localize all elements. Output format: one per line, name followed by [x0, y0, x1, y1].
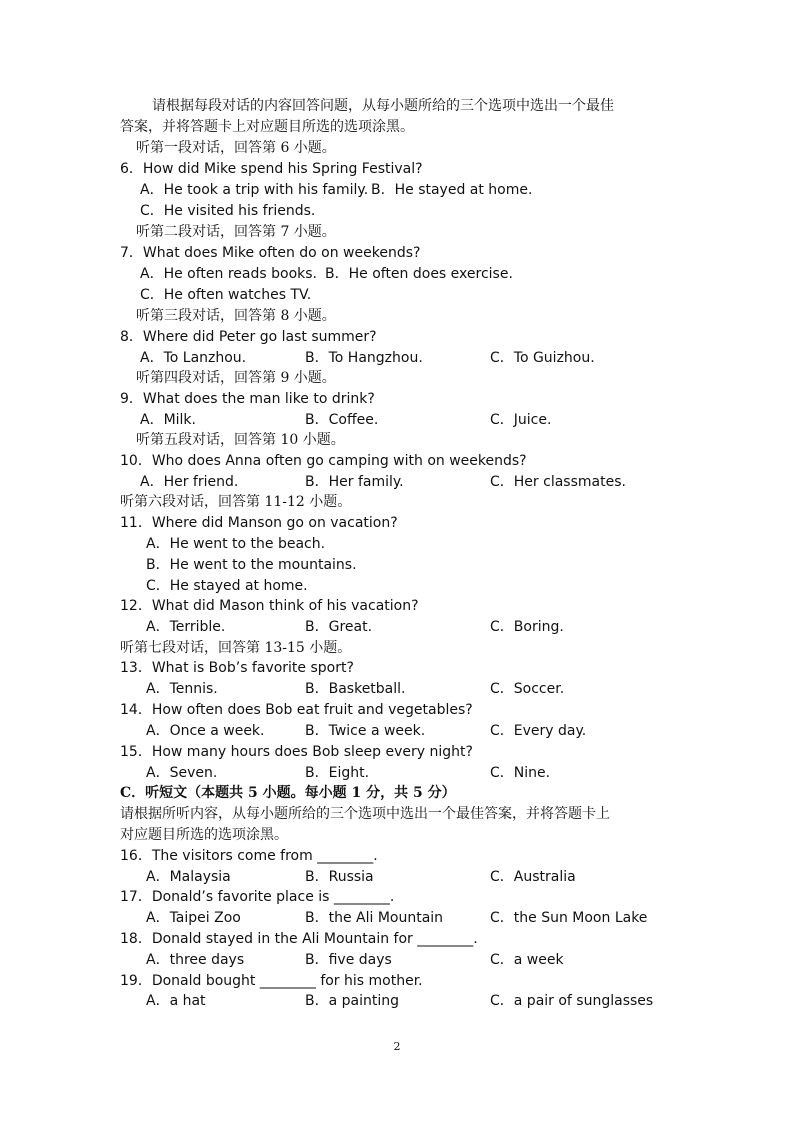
- option-c: C．the Sun Moon Lake: [490, 910, 648, 926]
- option-b: B．a painting: [305, 993, 400, 1009]
- question-stem: 19．Donald bought ________ for his mother.: [120, 973, 423, 989]
- option-a: A．Terrible.: [146, 619, 226, 635]
- option-c: C．He often watches TV.: [140, 287, 312, 303]
- question-stem: 8．Where did Peter go last summer?: [120, 329, 377, 345]
- answer-options: [0, 472, 794, 493]
- option-a: A．Milk.: [140, 412, 196, 428]
- option-a: A．He took a trip with his family.: [140, 182, 369, 198]
- question-stem: 9．What does the man like to drink?: [120, 391, 375, 407]
- option-c: C．a pair of sunglasses: [490, 993, 654, 1009]
- answer-options: [0, 201, 794, 222]
- part-c-instruction: 对应题目所选的选项涂黑。: [120, 827, 288, 843]
- option-c: C．Juice.: [490, 412, 552, 428]
- option-c: C．Every day.: [490, 723, 587, 739]
- answer-options: [0, 534, 794, 555]
- option-b: B．Eight.: [305, 765, 370, 781]
- question-stem: 13．What is Bob’s favorite sport?: [120, 660, 354, 676]
- option-c: C．Boring.: [490, 619, 564, 635]
- option-b: B．He often does exercise.: [325, 266, 513, 282]
- instruction-line: 答案，并将答题卡上对应题目所选的选项涂黑。: [120, 119, 414, 135]
- option-b: B．To Hangzhou.: [305, 350, 423, 366]
- question-stem: 7．What does Mike often do on weekends?: [120, 245, 421, 261]
- section-label: 听第一段对话，回答第 6 小题。: [136, 140, 336, 156]
- option-b: B．He went to the mountains.: [146, 557, 357, 573]
- option-c: C．He visited his friends.: [140, 203, 316, 219]
- answer-options: [0, 991, 794, 1012]
- answer-options: [0, 285, 794, 306]
- section-label: 听第二段对话，回答第 7 小题。: [136, 224, 336, 240]
- answer-options: [0, 617, 794, 638]
- question-stem: 11．Where did Manson go on vacation?: [120, 515, 398, 531]
- answer-options: [0, 908, 794, 929]
- section-label: 听第四段对话，回答第 9 小题。: [136, 370, 336, 386]
- option-c: C．Nine.: [490, 765, 551, 781]
- option-b: B．Coffee.: [305, 412, 379, 428]
- section-label: 听第七段对话，回答第 13-15 小题。: [120, 640, 352, 656]
- answer-options: [0, 679, 794, 700]
- option-a: A．Her friend.: [140, 474, 239, 490]
- option-b: B．Twice a week.: [305, 723, 426, 739]
- section-label: 听第三段对话，回答第 8 小题。: [136, 308, 336, 324]
- option-a: A．Taipei Zoo: [146, 910, 241, 926]
- option-c: C．He stayed at home.: [146, 578, 308, 594]
- option-b: B．five days: [305, 952, 392, 968]
- page-number: 2: [393, 1040, 401, 1053]
- answer-options: [0, 180, 794, 201]
- option-a: A．three days: [146, 952, 245, 968]
- question-stem: 15．How many hours does Bob sleep every night?: [120, 744, 473, 760]
- question-stem: 14．How often does Bob eat fruit and vegetables?: [120, 702, 473, 718]
- option-a: A．Malaysia: [146, 869, 231, 885]
- option-b: B．the Ali Mountain: [305, 910, 444, 926]
- answer-options: [0, 950, 794, 971]
- question-stem: 17．Donald’s favorite place is ________.: [120, 889, 395, 905]
- part-c-instruction: 请根据所听内容，从每小题所给的三个选项中选出一个最佳答案，并将答题卡上: [120, 806, 610, 822]
- answer-options: [0, 555, 794, 576]
- question-stem: 16．The visitors come from ________.: [120, 848, 378, 864]
- section-label: 听第六段对话，回答第 11-12 小题。: [120, 494, 352, 510]
- option-a: A．He often reads books.: [140, 266, 317, 282]
- option-b: B．He stayed at home.: [371, 182, 533, 198]
- question-stem: 12．What did Mason think of his vacation?: [120, 598, 419, 614]
- answer-options: [0, 576, 794, 597]
- section-label: 听第五段对话，回答第 10 小题。: [136, 432, 345, 448]
- option-c: C．Her classmates.: [490, 474, 626, 490]
- option-a: A．a hat: [146, 993, 206, 1009]
- option-b: B．Great.: [305, 619, 373, 635]
- option-a: A．Once a week.: [146, 723, 265, 739]
- option-c: C．Australia: [490, 869, 576, 885]
- option-b: B．Russia: [305, 869, 374, 885]
- option-c: C．To Guizhou.: [490, 350, 595, 366]
- question-stem: 18．Donald stayed in the Ali Mountain for ________.: [120, 931, 478, 947]
- answer-options: [0, 348, 794, 369]
- answer-options: [0, 867, 794, 888]
- option-b: B．Basketball.: [305, 681, 406, 697]
- instruction-line: 请根据每段对话的内容回答问题，从每小题所给的三个选项中选出一个最佳: [152, 98, 614, 114]
- option-c: C．Soccer.: [490, 681, 565, 697]
- answer-options: [0, 410, 794, 431]
- answer-options: [0, 721, 794, 742]
- option-a: A．To Lanzhou.: [140, 350, 247, 366]
- question-stem: 10．Who does Anna often go camping with on weekends?: [120, 453, 527, 469]
- option-a: A．Seven.: [146, 765, 218, 781]
- option-a: A．Tennis.: [146, 681, 218, 697]
- option-a: A．He went to the beach.: [146, 536, 326, 552]
- option-b: B．Her family.: [305, 474, 404, 490]
- option-c: C．a week: [490, 952, 564, 968]
- part-c-heading: C．听短文（本题共 5 小题。每小题 1 分，共 5 分）: [120, 785, 456, 801]
- question-stem: 6．How did Mike spend his Spring Festival?: [120, 161, 423, 177]
- answer-options: [0, 264, 794, 285]
- answer-options: [0, 763, 794, 784]
